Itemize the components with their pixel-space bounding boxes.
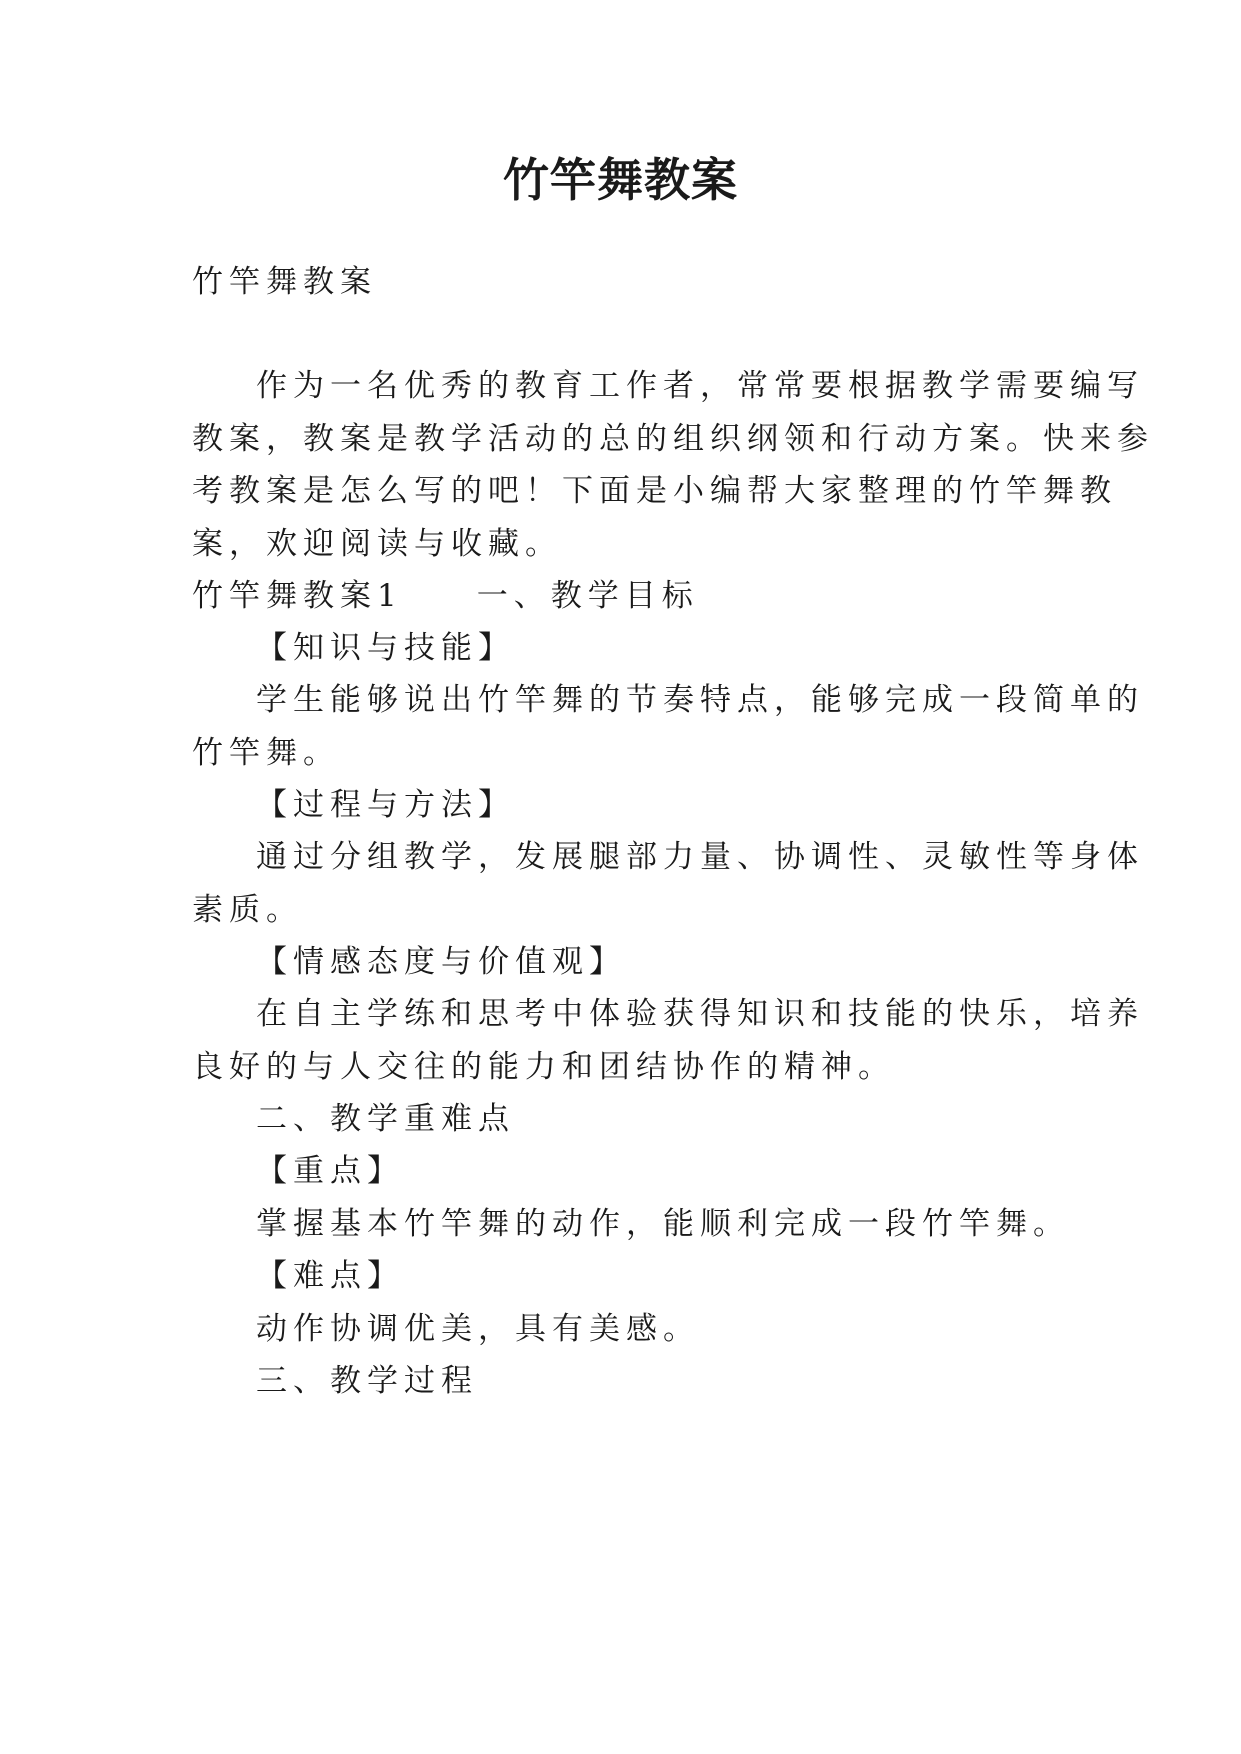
document-subtitle: 竹竿舞教案	[192, 264, 377, 300]
knowledge-line: 竹竿舞。	[192, 735, 340, 771]
intro-line: 作为一名优秀的教育工作者，常常要根据教学需要编写	[256, 368, 1144, 404]
intro-line: 考教案是怎么写的吧！下面是小编帮大家整理的竹竿舞教	[192, 473, 1117, 509]
emotion-line: 在自主学练和思考中体验获得知识和技能的快乐，培养	[256, 996, 1144, 1032]
process-line: 素质。	[192, 892, 303, 928]
difficulty-heading: 【难点】	[256, 1258, 404, 1294]
document-title: 竹竿舞教案	[503, 153, 738, 207]
focus-heading: 【重点】	[256, 1153, 404, 1189]
process-line: 通过分组教学，发展腿部力量、协调性、灵敏性等身体	[256, 839, 1144, 875]
knowledge-line: 学生能够说出竹竿舞的节奏特点，能够完成一段简单的	[256, 682, 1144, 718]
intro-line: 案，欢迎阅读与收藏。	[192, 526, 562, 562]
process-section-heading: 三、教学过程	[256, 1363, 478, 1399]
knowledge-heading: 【知识与技能】	[256, 630, 515, 666]
key-points-heading: 二、教学重难点	[256, 1101, 515, 1137]
section-heading: 竹竿舞教案1 一、教学目标	[192, 578, 699, 614]
process-heading: 【过程与方法】	[256, 787, 515, 823]
emotion-line: 良好的与人交往的能力和团结协作的精神。	[192, 1049, 895, 1085]
emotion-heading: 【情感态度与价值观】	[256, 944, 626, 980]
intro-line: 教案，教案是教学活动的总的组织纲领和行动方案。快来参	[192, 421, 1154, 457]
difficulty-text: 动作协调优美，具有美感。	[256, 1311, 700, 1347]
focus-text: 掌握基本竹竿舞的动作，能顺利完成一段竹竿舞。	[256, 1206, 1070, 1242]
